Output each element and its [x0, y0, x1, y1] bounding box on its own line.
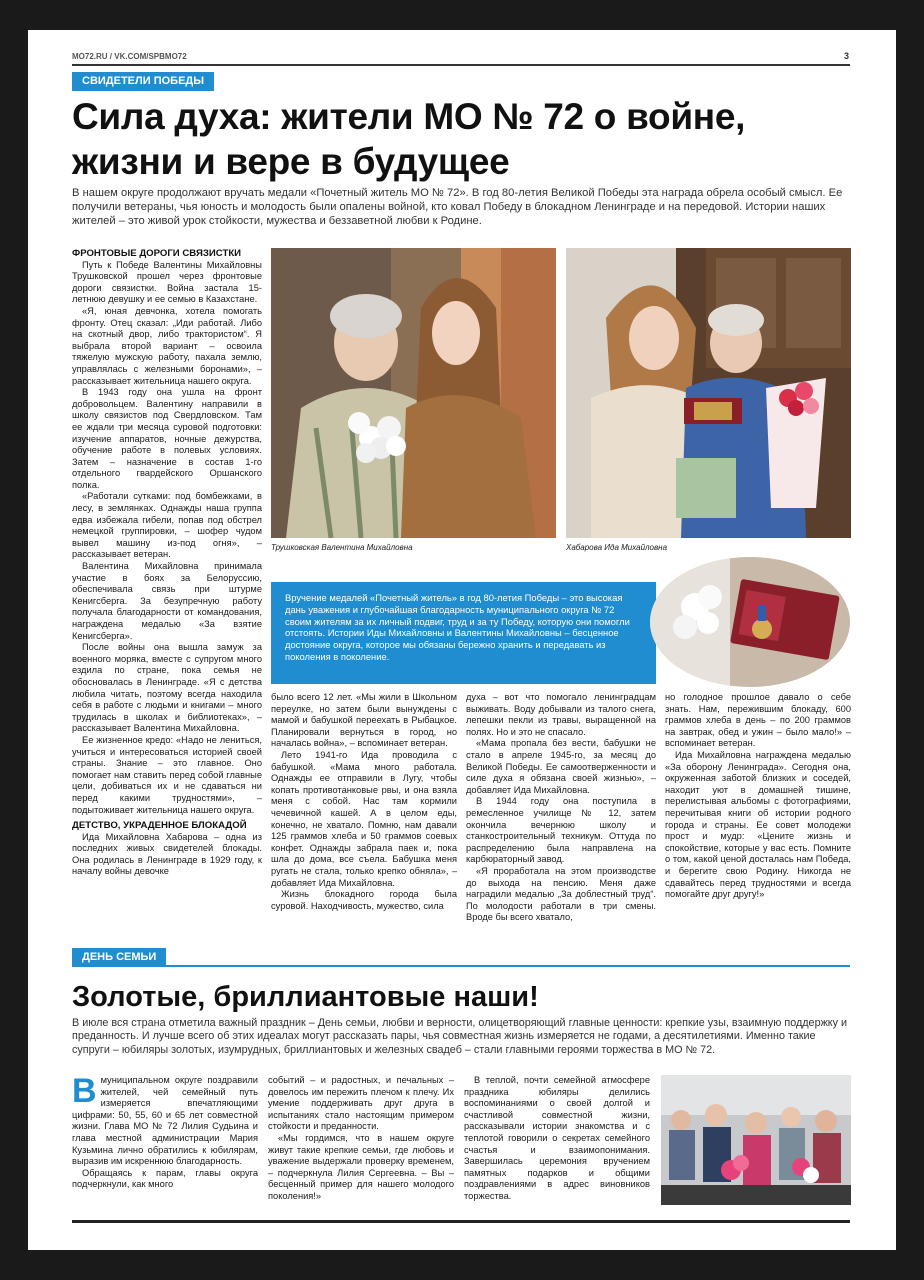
header-rule [72, 64, 850, 66]
photo-trushkovskaya [271, 248, 556, 538]
section-tag-family-day: ДЕНЬ СЕМЬИ [72, 948, 166, 967]
photo-caption: Трушковская Валентина Михайловна [271, 543, 413, 552]
photo-family-celebration [661, 1075, 851, 1205]
paragraph: После войны она вышла замуж за военного моряка, вместе с супругом много ездила по стране, пока семья не обосновалась в Ленинграде. «Я с детства любила читать, поэтому всегда находила себя в работе с людьми и книгами – много трудилась в школах и библиотеках», – рассказывает Валентина Михайловна. [72, 642, 262, 734]
article-column-1 [72, 248, 262, 938]
page-bottom-rule [72, 1220, 850, 1223]
paragraph: было всего 12 лет. «Мы жили в Школьном переулке, но затем были вынуждены с мамой и бабушкой переехать в Рыбацкое. Планировали вернуться в город, но началась война», – вспоминает ветеран. [271, 692, 457, 749]
article-lead: В июле вся страна отметила важный праздник – День семьи, любви и верности, олицетворяющий главные ценности: крепкие узы, взаимную поддержку и преданность. И лучше всего об этих идеалах могут рассказать пары, чья совместная жизнь измеряется не годами, а десятилетиями. Именно такие супруги – юбиляры золотых, изумрудных, бриллиантовых и железных свадеб – стали главными героями торжества в МО № 72. [72, 1017, 848, 1056]
article2-column-2 [268, 1075, 454, 1215]
article-column-2 [271, 692, 457, 938]
article2-column-3 [464, 1075, 650, 1215]
paragraph: Ида Михайловна Хабарова – одна из последних живых свидетелей блокады. Она родилась в Ленинграде в 1929 году, к началу войны девочке [72, 831, 262, 877]
paragraph: «Работали сутками: под бомбежками, в лесу, в землянках. Однажды наша группа едва избежала гибели, попав под обстрел немецкой группировки, – шофер чудом вывел машину из-под огня», – рассказывает ветеран. [72, 491, 262, 560]
paragraph: Ида Михайловна награждена медалью «За оборону Ленинграда». Сегодня она, окруженная заботой близких и соседей, находит уют в домашней тишине, перелистывая альбомы с фотографиями, перечитывая книги об истории родного города и страны. Ее совет молодежи прост и мудр: «Цените жизнь и спокойствие, которые у вас есть. Помните о том, какой ценой досталась нам Победа, и берегите свою Родину. Никогда не сдавайтесь перед трудностями и всегда помогайте друг другу!» [665, 749, 851, 900]
paragraph: Обращаясь к парам, главы округа подчеркнули, как много [72, 1167, 258, 1190]
paragraph: В 1944 году она поступила в ремесленное училище № 12, затем окончила вечернюю школу и станкостроительный техникум. Оттуда по распределению была направлена на карбюраторный завод. [466, 796, 656, 865]
section-tag-witnesses: СВИДЕТЕЛИ ПОБЕДЫ [72, 72, 214, 91]
article-headline: Сила духа: жители МО № 72 о войне, жизни и вере в будущее [72, 96, 746, 182]
subhead-front-roads: ФРОНТОВЫЕ ДОРОГИ СВЯЗИСТКИ [72, 248, 242, 259]
paragraph: «Я проработала на этом производстве до выхода на пенсию. Меня даже наградили медалью „За доблестный труд“. По молодости работали в три смены. Вроде бы всего хватало, [466, 865, 656, 923]
paragraph: Валентина Михайловна принимала участие в боях за Белоруссию, обеспечивала связь при штурме Кенигсберга. За безупречную работу получала благодарности от командования, награждена медалью «За взятие Кенигсберга». [72, 561, 262, 641]
page-header-site[interactable]: MO72.RU / VK.COM/SPBMO72 [72, 52, 187, 61]
article2-column-1 [72, 1075, 258, 1215]
paragraph: духа – вот что помогало ленинградцам выживать. Воду добывали из талого снега, лепешки пекли из травы, выращенной на полях. Но и это не спасало. [466, 692, 656, 737]
paragraph: В теплой, почти семейной атмосфере праздника юбиляры делились воспоминаниями о своей долгой и счастливой совместной жизни, рассказывали истории знакомства и с теплотой говорили о секретах семейного счастья и взаимопонимания. Завершилась церемония вручением памятных подарков и общими поздравлениями в адрес виновников торжества. [464, 1075, 650, 1201]
photo-khabarova [566, 248, 851, 538]
section-rule [154, 965, 850, 967]
paragraph: В 1943 году она ушла на фронт добровольцем. Валентину направили в школу связистов под Свердловском. Там ее ждали три месяца суровой подготовки: изучение аппаратов, ночные дежурства, обучение работе в полевых условиях. Затем – назначение в состав 1-го отдельного гвардейского Оршанского полка. [72, 387, 262, 490]
paragraph: Путь к Победе Валентины Михайловны Трушковской прошел через фронтовые дороги связистки. Война застала 15-летнюю девушку и ее семью в Казахстане. [72, 259, 262, 305]
paragraph: событий – и радостных, и печальных – довелось им пережить плечом к плечу. Их умение поддерживать друг друга в испытаниях стало настоящим примером стойкости и преданности. [268, 1075, 454, 1132]
article-headline: Золотые, бриллиантовые наши! [72, 981, 539, 1013]
paragraph: «Я, юная девчонка, хотела помогать фронту. Отец сказал: „Иди работай. Либо на скотный двор, либо трактористом“. Я выбрала второй вариант – освоила тяжелую мужскую работу, пахала землю, управлялась с железными боронами», – рассказывает жительница нашего округа. [72, 305, 262, 386]
photo-medal [650, 557, 850, 687]
paragraph: Лето 1941-го Ида проводила с бабушкой. «Мама много работала. Однажды ее отправили в Лугу, чтобы копать противотанковые рвы, и она взяла меня с собой. Нас там кормили чечевичной кашей. А в целом еды, конечно, не хватало. Помню, нам давали 125 граммов хлеба и 50 граммов соевых конфет. Однажды забрала паек и, пока шла до дома, все съела. Бабушка меня ругать не стала, только крепко обняла», – добавляет Ида Михайловна. [271, 749, 457, 888]
photo-caption: Хабарова Ида Михайловна [566, 543, 668, 552]
paragraph: Ее жизненное кредо: «Надо не лениться, учиться и интересоваться историей своей страны. Знание – это главное. Оно помогает нам ставить перед собой главные цели, добиваться их и не сдаваться ни перед какими трудностями», – подытоживает жительница нашего округа. [72, 734, 262, 815]
quote-box: Вручение медалей «Почетный житель» в год 80-летия Победы – это высокая дань уважения и глубочайшая благодарность муниципального округа № 72 своим жителям за их личный подвиг, труд и за ту Победу, которую они помогли отстоять. Истории Иды Михайловны и Валентины Михайловны – бесценное достояние округа, которое мы обязаны бережно хранить и передавать из поколения в поколение. [271, 582, 656, 684]
drop-cap: В [72, 1075, 97, 1110]
article-column-3 [466, 692, 656, 938]
paragraph: но голодное прошлое давало о себе знать. Нам, пережившим блокаду, 600 граммов хлеба в день – по 200 граммов на завтрак, обед и ужин – было мало!» – вспоминает ветеран. [665, 692, 851, 749]
newspaper-page [28, 30, 896, 1250]
paragraph: муниципальном округе поздравили жителей, чей семейный путь измеряется впечатляющими цифрами: 50, 55, 60 и 65 лет совместной жизни. Глава МО № 72 Лилия Судьина и глава местной администрации Мария Кузьмина лично обратились к юбилярам, выразив им искреннюю благодарность. [72, 1075, 258, 1167]
paragraph: «Мы гордимся, что в нашем округе живут такие крепкие семьи, где любовь и уважение выдержали проверку временем, – подчеркнула Лилия Сергеевна. – Вы – бесценный пример для нашего молодого поколения!» [268, 1132, 454, 1201]
article-lead: В нашем округе продолжают вручать медали «Почетный житель МО № 72». В год 80-летия Великой Победы эта награда обрела особый смысл. Ее получили ветераны, чья юность и молодость были опалены войной, кто ковал Победу в блокадном Ленинграде и на передовой. Истории наших жителей – это живой урок стойкости, мужества и беззаветной любви к Родине. [72, 187, 843, 227]
article-column-4 [665, 692, 851, 938]
paragraph: «Мама пропала без вести, бабушки не стало в апреле 1945-го, за месяц до Великой Победы. Ее самоотверженности и силе духа я обязана своей жизнью», – добавляет Ида Михайловна. [466, 738, 656, 795]
subhead-childhood: ДЕТСТВО, УКРАДЕННОЕ БЛОКАДОЙ [72, 820, 247, 832]
paragraph: Жизнь блокадного города была суровой. Находчивость, мужество, сила [271, 889, 457, 911]
page-number: 3 [844, 51, 850, 61]
